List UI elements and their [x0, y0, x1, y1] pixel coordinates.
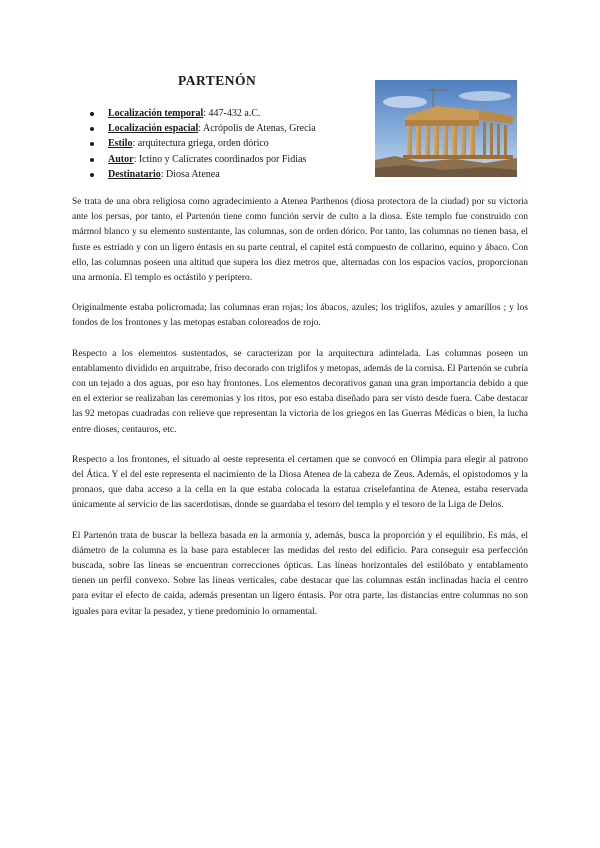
parthenon-photo: [375, 80, 517, 177]
fact-value: : Ictino y Calícrates coordinados por Fidias: [133, 153, 307, 165]
paragraph: Respecto a los elementos sustentados, se caracterizan por la arquitectura adintelada. Las columnas poseen un entablamento dividido en arquitrabe, friso decorado con triglifos y metopas, además de la cornisa. El Partenón se cubría con un tejado a dos aguas, por eso hay frontones. Los elementos decorativos ganan una gran importancia debido a que en el exterior se realizaban las ceremonias y los ritos, por eso estaba diseñado para ser visto desde fuera. Cabe destacar las 92 metopas cuadradas con relieve que representan la victoria de los griegos en las Guerras Médicas o bien, la lucha entre dioses, centauros, etc.: [72, 348, 528, 435]
paragraph: El Partenón trata de buscar la belleza basada en la armonía y, además, busca la proporción y el equilibrio. Es más, el diámetro de la columna es la base para establecer las medidas del resto del edificio. Para conseguir esa perfección buscada, sobre las líneas se encuentran correcciones ópticas. Las líneas horizontales del estilóbato y entablamento tienen un perfil convexo. Sobre las líneas verticales, cabe destacar que las columnas están inclinadas hacia el centro para evitar el efecto de caída, además presentan un ligero éntasis. Por otra parte, las distancias entre columnas no son iguales para evitar la pesadez, y tiene predominio lo ornamental.: [72, 530, 528, 617]
fact-value: : arquitectura griega, orden dórico: [132, 138, 269, 150]
fact-key: Localización temporal: [108, 108, 204, 119]
paragraph: Originalmente estaba policromada; las columnas eran rojas; los ábacos, azules; los triglifos, azules y amarillos ; y los fondos de los frontones y las metopas estaban coloreados de rojo.: [72, 303, 528, 329]
fact-item: [88, 167, 316, 182]
body-text: [72, 195, 528, 635]
page-title: PARTENÓN: [178, 73, 257, 88]
fact-key: Autor: [108, 153, 134, 165]
fact-item: [88, 136, 316, 151]
fact-value: : Diosa Atenea: [160, 168, 220, 180]
fact-key: Destinatario: [108, 168, 161, 180]
fact-item: [88, 121, 316, 136]
fact-value: : 447-432 a.C.: [203, 108, 261, 119]
facts-list: [88, 106, 316, 182]
fact-item: [88, 152, 316, 167]
fact-value: : Acrópolis de Atenas, Grecia: [198, 123, 316, 135]
paragraph: Respecto a los frontones, el situado al oeste representa el certamen que se convocó en Olimpia para elegir al patrono del Ática. Y el del este representa el nacimiento de la Diosa Atenea de la cabeza de Zeus. Además, el opistodomos y la pronaos, que daba acceso a la cella en la que estaba colocada la estatua criselefantina de Atenea, estaba reservada únicamente al servicio de las sacerdotisas, donde se guardaba el tesoro del templo y el tesoro de la Liga de Delos.: [72, 454, 528, 511]
fact-key: Estilo: [108, 138, 133, 150]
fact-key: Localización espacial: [108, 123, 199, 135]
parthenon-image: [375, 80, 517, 177]
fact-item: [88, 106, 316, 121]
paragraph: Se trata de una obra religiosa como agradecimiento a Atenea Parthenos (diosa protectora de la ciudad) por su victoria ante los persas, por tanto, el Partenón tiene como función servir de culto a la diosa. Este templo fue construido con mármol blanco y su elemento sustentante, las columnas, son de orden dórico. Por tanto, las columnas no tienen basa, el fuste es estriado y con un ligero éntasis en su parte central, el capitel está compuesto de collarino, equino y ábaco. Con ello, las columnas poseen una altitud que supera los diez metros que, alternadas con los espacios vacíos, proporcionan una armonía. El templo es octástilo y períptero.: [72, 197, 528, 284]
